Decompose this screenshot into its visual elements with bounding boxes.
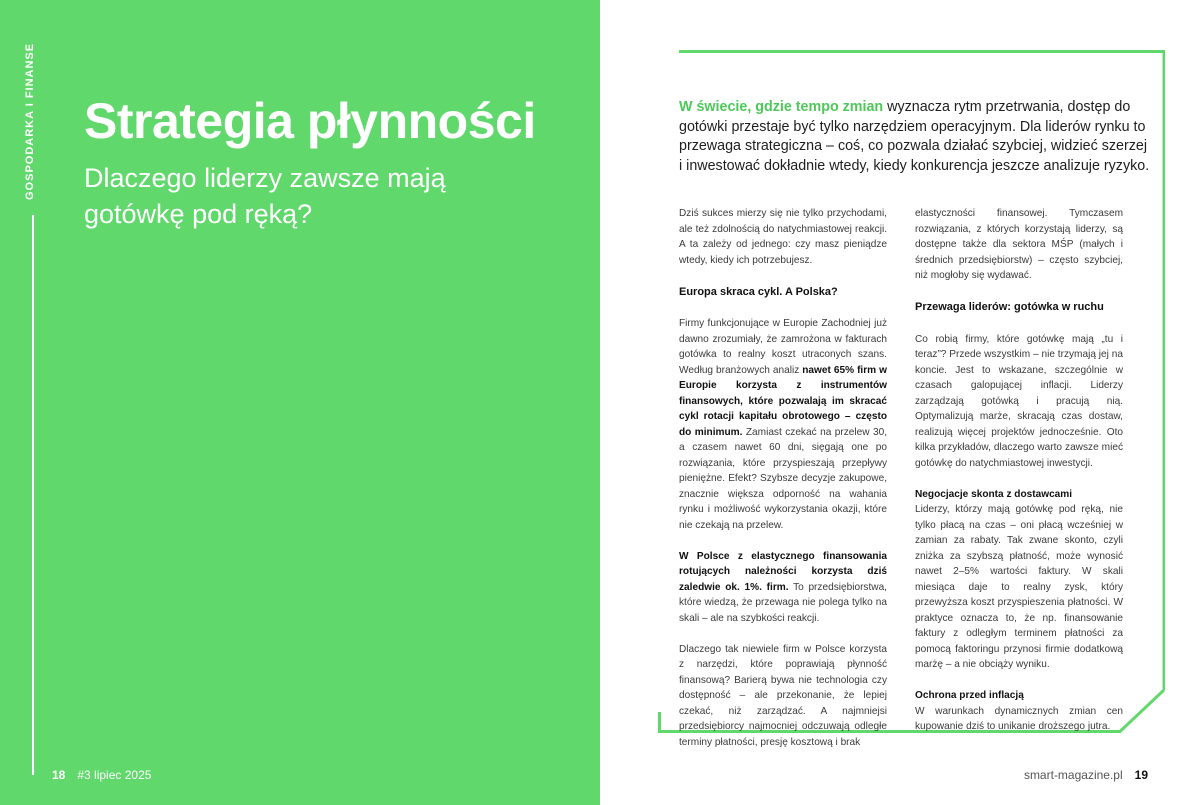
section-label — [24, 42, 44, 210]
subsection-heading: Negocjacje skonta z dostawcami — [915, 488, 1073, 500]
issue-info: #3 lipiec 2025 — [77, 768, 152, 782]
vertical-divider — [32, 215, 34, 775]
paragraph-bold: W Polsce z elastycznego finansowania rotujących należności korzysta dziś zaledwie ok. 1%. firm. — [679, 550, 887, 593]
article-title: Strategia płynności — [84, 93, 536, 149]
website-url: smart-magazine.pl — [1023, 768, 1123, 782]
text-column-1 — [679, 206, 887, 766]
lead-paragraph — [679, 98, 1153, 176]
folio-right — [1024, 768, 1148, 782]
paragraph: Liderzy, którzy mają gotówkę pod ręką, nie tylko płacą na czas – oni płacą wcześniej w zamian za rabaty. Tak zwane skonto, czyli zniżka za szybszą płatność, może wynosić nawet 2–5% wartości faktury. W skali miesiąca daje to realny zysk, który przewyższa koszt przyspieszenia płatności. W praktyce oznacza to, że np. finansowanie faktury z odległym terminem płatności za pomocą faktoringu przynosi firmie dodatkową marżę – a nie obciąży wyniku. — [915, 504, 1123, 670]
paragraph-bold: nawet 65% firm w Europie korzysta z instrumentów finansowych, które pozwalają im skracać cykl rotacji kapitału obrotowego – często do minimum. — [679, 364, 887, 438]
paragraph: Dlaczego tak niewiele firm w Polsce korzysta z narzędzi, które poprawiają płynność finansową? Barierą bywa nie technologia czy dostępność – ale przekonanie, że lepiej czekać, niż zarządzać. A najmniejsi przedsiębiorcy najmocniej odczuwają odległe terminy płatności, presję kosztową i brak — [679, 643, 887, 748]
paragraph — [679, 316, 887, 533]
paragraph: Co robią firmy, które gotówkę mają „tu i teraz”? Przede wszystkim – nie trzymają jej na koncie. Jest to wskazane, szczególnie w czasach galopującej inflacji. Liderzy zarządzają gotówką i pracują nią. Optymalizują marże, skracają czas dostaw, realizują więcej projektów jednocześnie. Oto kilka przykładów, dlaczego warto zawsze mieć gotówkę do natychmiastowej inwestycji. — [915, 333, 1123, 469]
lead-highlight: W świecie, gdzie tempo zmian — [679, 99, 884, 115]
paragraph-text: Firmy funkcjonujące w Europie Zachodniej już dawno zrozumiały, że zamrożona w fakturach gotówka to realny koszt utraconych szans. Według branżowych analiz — [679, 318, 887, 376]
folio-left — [52, 768, 151, 782]
paragraph-text: Zamiast czekać na przelew 30, a czasem nawet 60 dni, sięgają one po rozwiązania, które przyspieszają przepływy pieniężne. Efekt? Szybsze decyzje zakupowe, znacznie większa odporność na wahania rynku i możliwość wykorzystania okazji, które nie czekają na przelew. — [679, 426, 888, 531]
text-column-2 — [915, 206, 1123, 750]
page-number-right: 19 — [1134, 768, 1148, 782]
page-number-left: 18 — [52, 768, 66, 782]
subsection-heading: Ochrona przed inflacją — [915, 690, 1024, 701]
paragraph — [679, 549, 887, 627]
paragraph: W warunkach dynamicznych zmian cen kupowanie dziś to unikanie droższego jutra. — [915, 705, 1123, 732]
paragraph-text: To przedsiębiorstwa, które wiedzą, że przewaga nie polega tylko na skali – ale na szybkości reakcji. — [679, 581, 887, 624]
lead-text: wyznacza rytm przetrwania, dostęp do gotówki przestaje być tylko narzędziem operacyjnym. Dla liderów rynku to przewaga strategiczna – coś, co pozwala działać szybciej, widzieć szerzej i inwestować dokładnie wtedy, kiedy konkurencja jeszcze analizuje ryzyko. — [679, 99, 1150, 174]
section-heading: Przewaga liderów: gotówka w ruchu — [915, 301, 1104, 313]
article-subtitle: Dlaczego liderzy zawsze mają gotówkę pod ręką? — [84, 163, 446, 229]
paragraph: elastyczności finansowej. Tymczasem rozwiązania, z których korzystają liderzy, są dostępne także dla sektora MŚP (małych i średnich przedsiębiorstw) – często szybciej, niż mogłoby się wydawać. — [915, 208, 1123, 281]
section-heading: Europa skraca cykl. A Polska? — [679, 285, 838, 298]
paragraph: Dziś sukces mierzy się nie tylko przychodami, ale też zdolnością do natychmiastowej reakcji. A ta zależy od jednego: czy masz pieniądze wtedy, kiedy ich potrzebujesz. — [679, 208, 887, 266]
section-label-text: GOSPODARKA I FINANSE — [24, 42, 36, 200]
